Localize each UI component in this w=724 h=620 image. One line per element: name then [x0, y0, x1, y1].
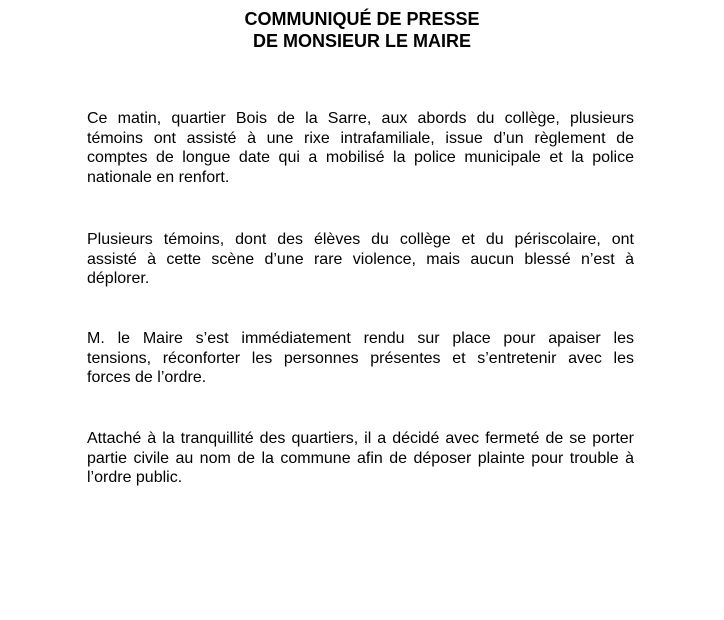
paragraph-line: tensions, réconforter les personnes présentes et s’entretenir avec les [87, 349, 634, 367]
paragraph-line: Ce matin, quartier Bois de la Sarre, aux abords du collège, plusieurs [87, 110, 634, 127]
paragraph-line: M. le Maire s’est immédiatement rendu sur place pour apaiser les [87, 330, 634, 347]
paragraph-3 [87, 329, 634, 388]
paragraph-line: l’ordre public. [87, 469, 183, 486]
paragraph-line: Attaché à la tranquillité des quartiers, il a décidé avec fermeté de se porter [87, 430, 634, 447]
paragraph-line: déplorer. [87, 270, 150, 287]
document-title [0, 8, 724, 52]
paragraph-line: nationale en renfort. [87, 168, 230, 186]
title-line-1: COMMUNIQUÉ DE PRESSE [244, 9, 480, 29]
paragraph-2 [87, 230, 634, 289]
paragraph-line: comptes de longue date qui a mobilisé la police municipale et la police [87, 149, 634, 166]
paragraph-1 [87, 109, 634, 187]
paragraph-4 [87, 429, 634, 488]
title-line-2: DE MONSIEUR LE MAIRE [252, 31, 471, 51]
paragraph-line: assisté à cette scène d’une rare violence, mais aucun blessé n’est à [87, 250, 634, 268]
paragraph-line: Plusieurs témoins, dont des élèves du collège et du périscolaire, ont [87, 231, 634, 248]
paragraph-line: partie civile au nom de la commune afin de déposer plainte pour trouble à [87, 449, 634, 467]
paragraph-line: témoins ont assisté à une rixe intrafamiliale, issue d’un règlement de [87, 129, 634, 147]
paragraph-line: forces de l’ordre. [87, 369, 207, 386]
